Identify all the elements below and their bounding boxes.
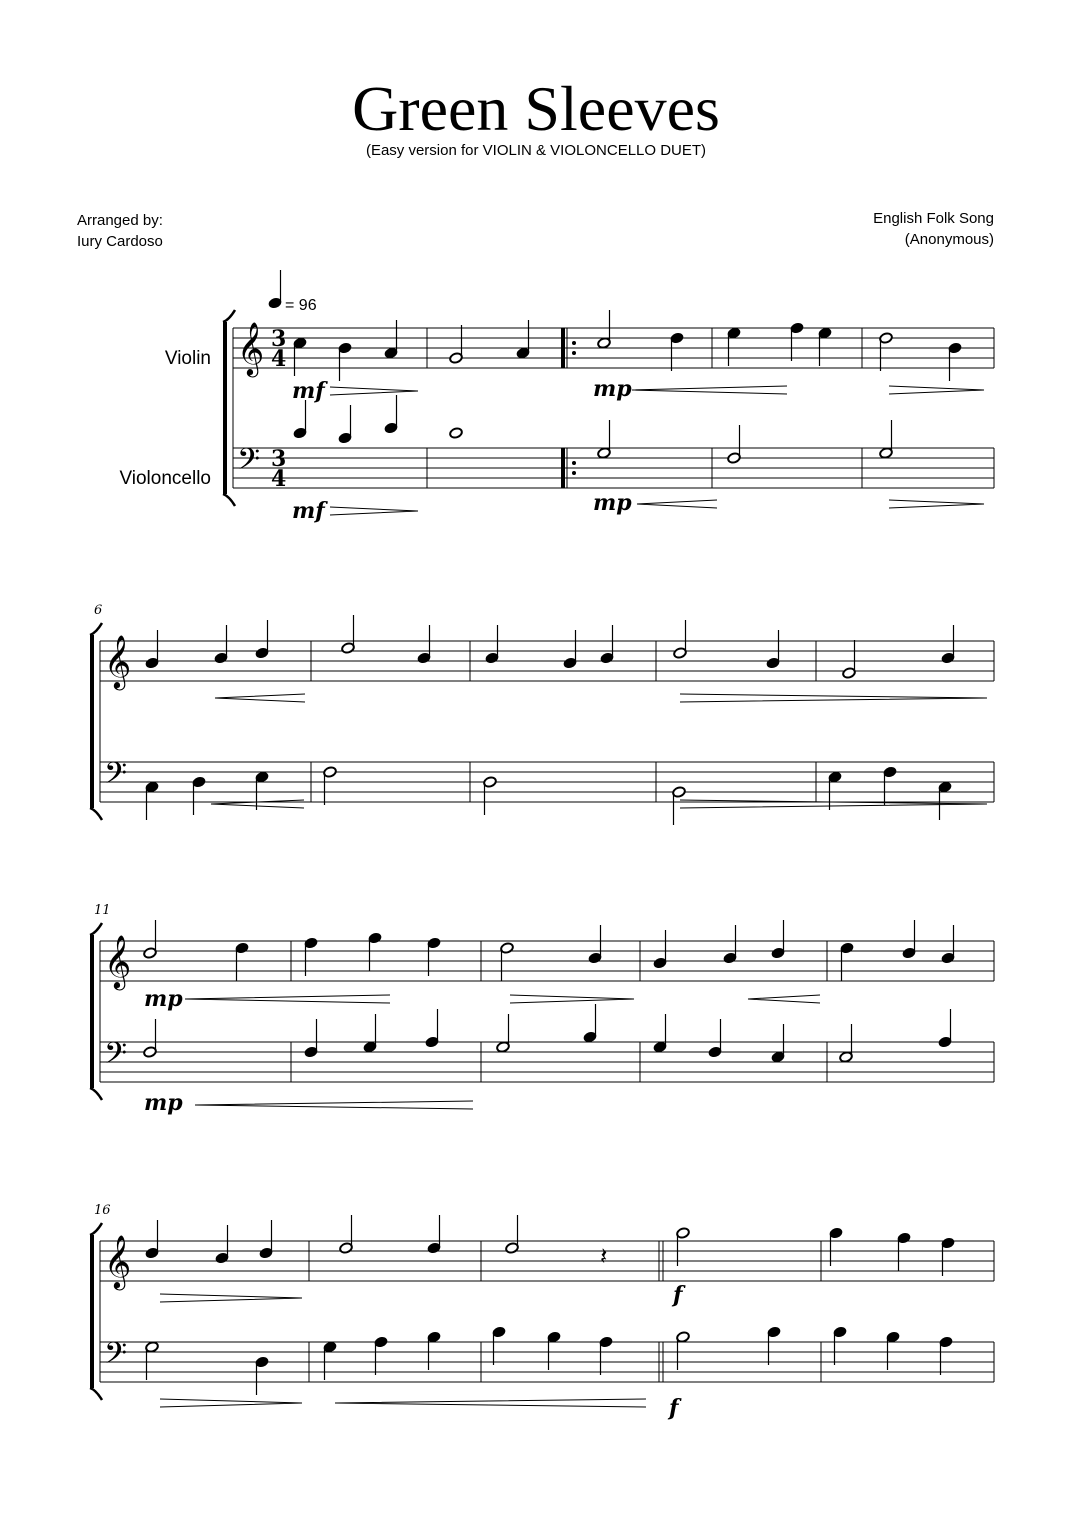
time-signature-denominator: 4 <box>271 346 287 372</box>
score-subtitle: (Easy version for VIOLIN & VIOLONCELLO DUET) <box>365 142 707 159</box>
crescendo-hairpin <box>211 800 304 808</box>
crescendo-hairpin <box>632 386 787 394</box>
decrescendo-hairpin <box>889 386 984 394</box>
arranger-label: Arranged by: <box>77 212 163 229</box>
bracket-hook-top <box>90 1223 102 1235</box>
tempo-marking: = 96 <box>285 297 317 314</box>
dynamic-mark: mp <box>593 490 632 516</box>
crescendo-hairpin <box>335 1399 646 1407</box>
measure-number: 11 <box>94 903 111 918</box>
dynamic-mark: mp <box>144 1090 183 1116</box>
crescendo-hairpin <box>195 1101 473 1109</box>
treble-clef: 𝄞 <box>237 321 265 375</box>
decrescendo-hairpin <box>510 995 634 1003</box>
crescendo-hairpin <box>748 995 820 1003</box>
decrescendo-hairpin <box>680 694 987 702</box>
quarter-rest: 𝄽 <box>600 1242 608 1270</box>
bass-clef: 𝄢 <box>237 443 261 484</box>
dynamic-mark: f <box>669 1395 679 1421</box>
bracket-hook-bottom <box>90 808 102 820</box>
decrescendo-hairpin <box>680 800 987 808</box>
violin-staff <box>100 641 994 681</box>
time-signature-numerator: 3 <box>271 446 287 472</box>
treble-clef: 𝄞 <box>104 934 132 988</box>
dynamic-mark: f <box>673 1282 683 1308</box>
measure-number: 16 <box>94 1203 111 1218</box>
cello-staff <box>100 1042 994 1082</box>
measure-number: 6 <box>94 603 103 618</box>
instrument-violoncello: Violoncello <box>119 468 211 489</box>
violin-staff <box>100 941 994 981</box>
dynamic-mark: mf <box>292 378 325 404</box>
repeat-dot <box>572 351 576 355</box>
dynamic-mark: mf <box>292 498 325 524</box>
decrescendo-hairpin <box>160 1294 302 1302</box>
bracket-hook-top <box>90 623 102 635</box>
instrument-violin: Violin <box>164 348 211 369</box>
violin-staff <box>100 1241 994 1281</box>
bracket-hook-top <box>90 923 102 935</box>
decrescendo-hairpin <box>889 500 984 508</box>
repeat-dot <box>572 461 576 465</box>
crescendo-hairpin <box>637 500 717 508</box>
decrescendo-hairpin <box>330 387 418 395</box>
bracket-hook-bottom <box>223 494 235 506</box>
cello-staff <box>100 1342 994 1382</box>
repeat-thick-bar <box>561 328 565 368</box>
composer-line-1: English Folk Song <box>873 210 994 227</box>
bracket-hook-bottom <box>90 1088 102 1100</box>
treble-clef: 𝄞 <box>104 634 132 688</box>
score-title: Green Sleeves <box>352 73 720 144</box>
crescendo-hairpin <box>215 694 305 702</box>
dynamic-mark: mp <box>593 376 632 402</box>
treble-clef: 𝄞 <box>104 1234 132 1288</box>
decrescendo-hairpin <box>160 1399 302 1407</box>
notehead <box>449 427 463 439</box>
bass-clef: 𝄢 <box>104 757 128 798</box>
bass-clef: 𝄢 <box>104 1037 128 1078</box>
cello-staff <box>100 762 994 802</box>
time-signature-denominator: 4 <box>271 466 287 492</box>
bass-clef: 𝄢 <box>104 1337 128 1378</box>
composer-line-2: (Anonymous) <box>904 231 994 248</box>
decrescendo-hairpin <box>330 507 418 515</box>
repeat-dot <box>572 341 576 345</box>
arranger-name: Iury Cardoso <box>77 233 163 250</box>
repeat-thick-bar <box>561 448 565 488</box>
repeat-dot <box>572 471 576 475</box>
dynamic-mark: mp <box>144 986 183 1012</box>
time-signature-numerator: 3 <box>271 326 287 352</box>
bracket-hook-top <box>223 310 235 322</box>
crescendo-hairpin <box>185 995 390 1003</box>
bracket-hook-bottom <box>90 1388 102 1400</box>
